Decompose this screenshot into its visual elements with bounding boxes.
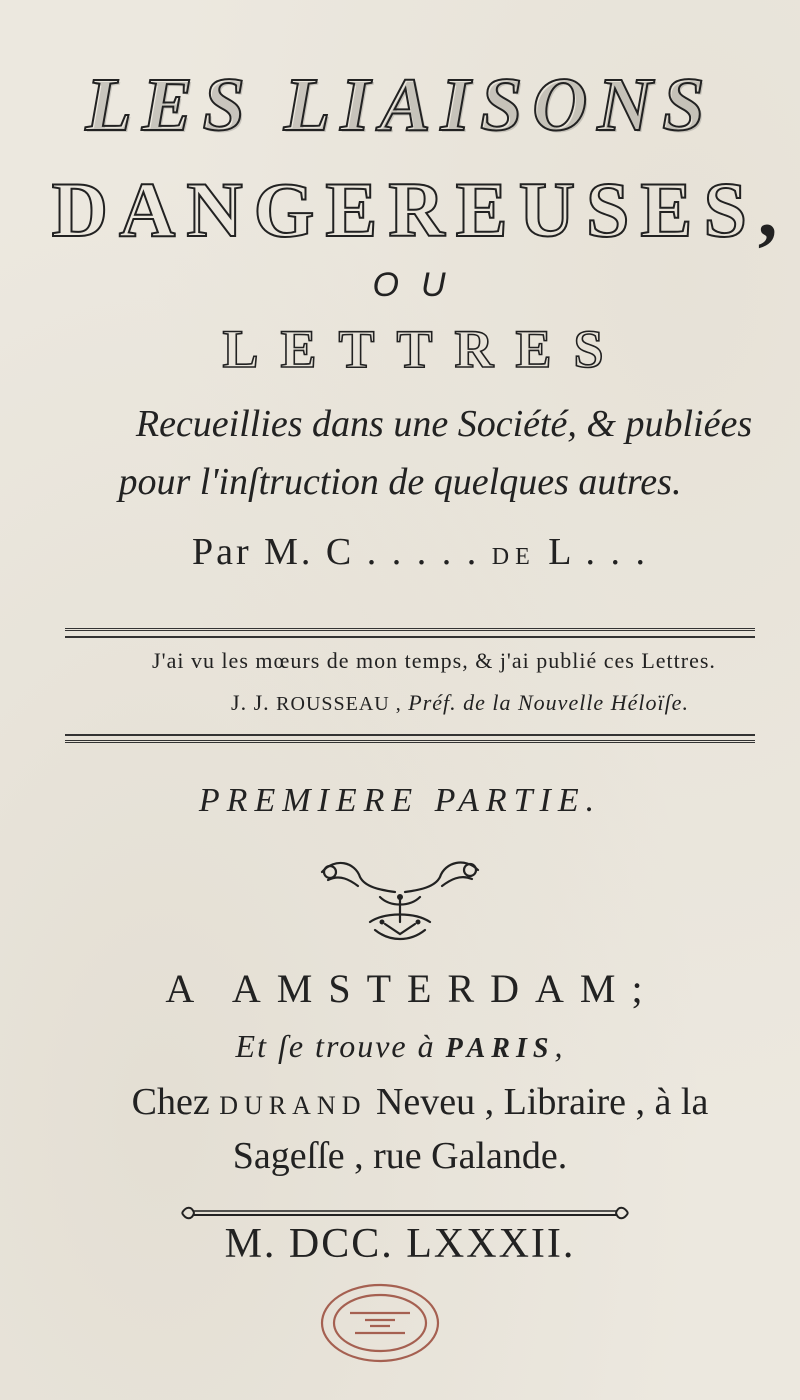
imprint-address: Sageſſe , rue Galande. — [232, 1135, 568, 1177]
imprint-sold-at — [0, 1028, 800, 1065]
epigraph-work: Préf. de la Nouvelle Héloïſe. — [408, 690, 689, 715]
epigraph-quote: J'ai vu les mœurs de mon temps, & j'ai publié ces Lettres. — [152, 648, 716, 673]
part-heading: PREMIERE PARTIE. — [198, 782, 602, 819]
epigraph-bottom-rule — [65, 740, 755, 743]
imprint-sold-punct: , — [554, 1028, 565, 1064]
author-particle: DE — [491, 544, 536, 570]
author-suffix: L . . . — [548, 531, 649, 573]
subtitle-line-2: pour l'inſtruction de quelques autres. — [118, 461, 682, 503]
title-line-2-comma: , — [757, 166, 789, 253]
imprint-publisher-name: DURAND — [219, 1091, 367, 1120]
imprint-sold-city: PARIS — [445, 1033, 555, 1064]
author-prefix: Par M. C . . . . . — [191, 531, 480, 573]
epigraph-top-rule — [65, 628, 755, 631]
epigraph-bottom-rule-inner — [65, 734, 755, 736]
title-lettres: LETTRES — [222, 319, 626, 379]
epigraph-initials: J. J. — [231, 690, 270, 715]
date-ornamental-rule — [180, 1206, 630, 1220]
epigraph-top-rule-inner — [65, 636, 755, 638]
library-stamp-icon — [315, 1278, 445, 1368]
imprint-publisher-line — [0, 1080, 800, 1124]
imprint-sold-at-text: Et ſe trouve à — [235, 1028, 436, 1064]
title-line-2-text: DANGEREUSES — [51, 166, 758, 253]
imprint-chez: Chez — [131, 1081, 210, 1123]
author-line — [0, 530, 800, 574]
subtitle-line-1: Recueillies dans une Société, & publiées — [135, 403, 753, 445]
epigraph-author: ROUSSEAU , — [276, 693, 402, 715]
title-line-2 — [0, 165, 800, 255]
imprint-publisher-rest: Neveu , Libraire , à la — [375, 1081, 709, 1123]
title-ou: OU — [372, 266, 468, 304]
publication-date: M. DCC. LXXXII. — [224, 1221, 576, 1267]
epigraph-source — [0, 690, 800, 716]
title-line-1: LES LIAISONS — [85, 63, 715, 147]
vignette-ornament-icon — [310, 852, 490, 947]
imprint-city: A AMSTERDAM; — [165, 966, 659, 1011]
